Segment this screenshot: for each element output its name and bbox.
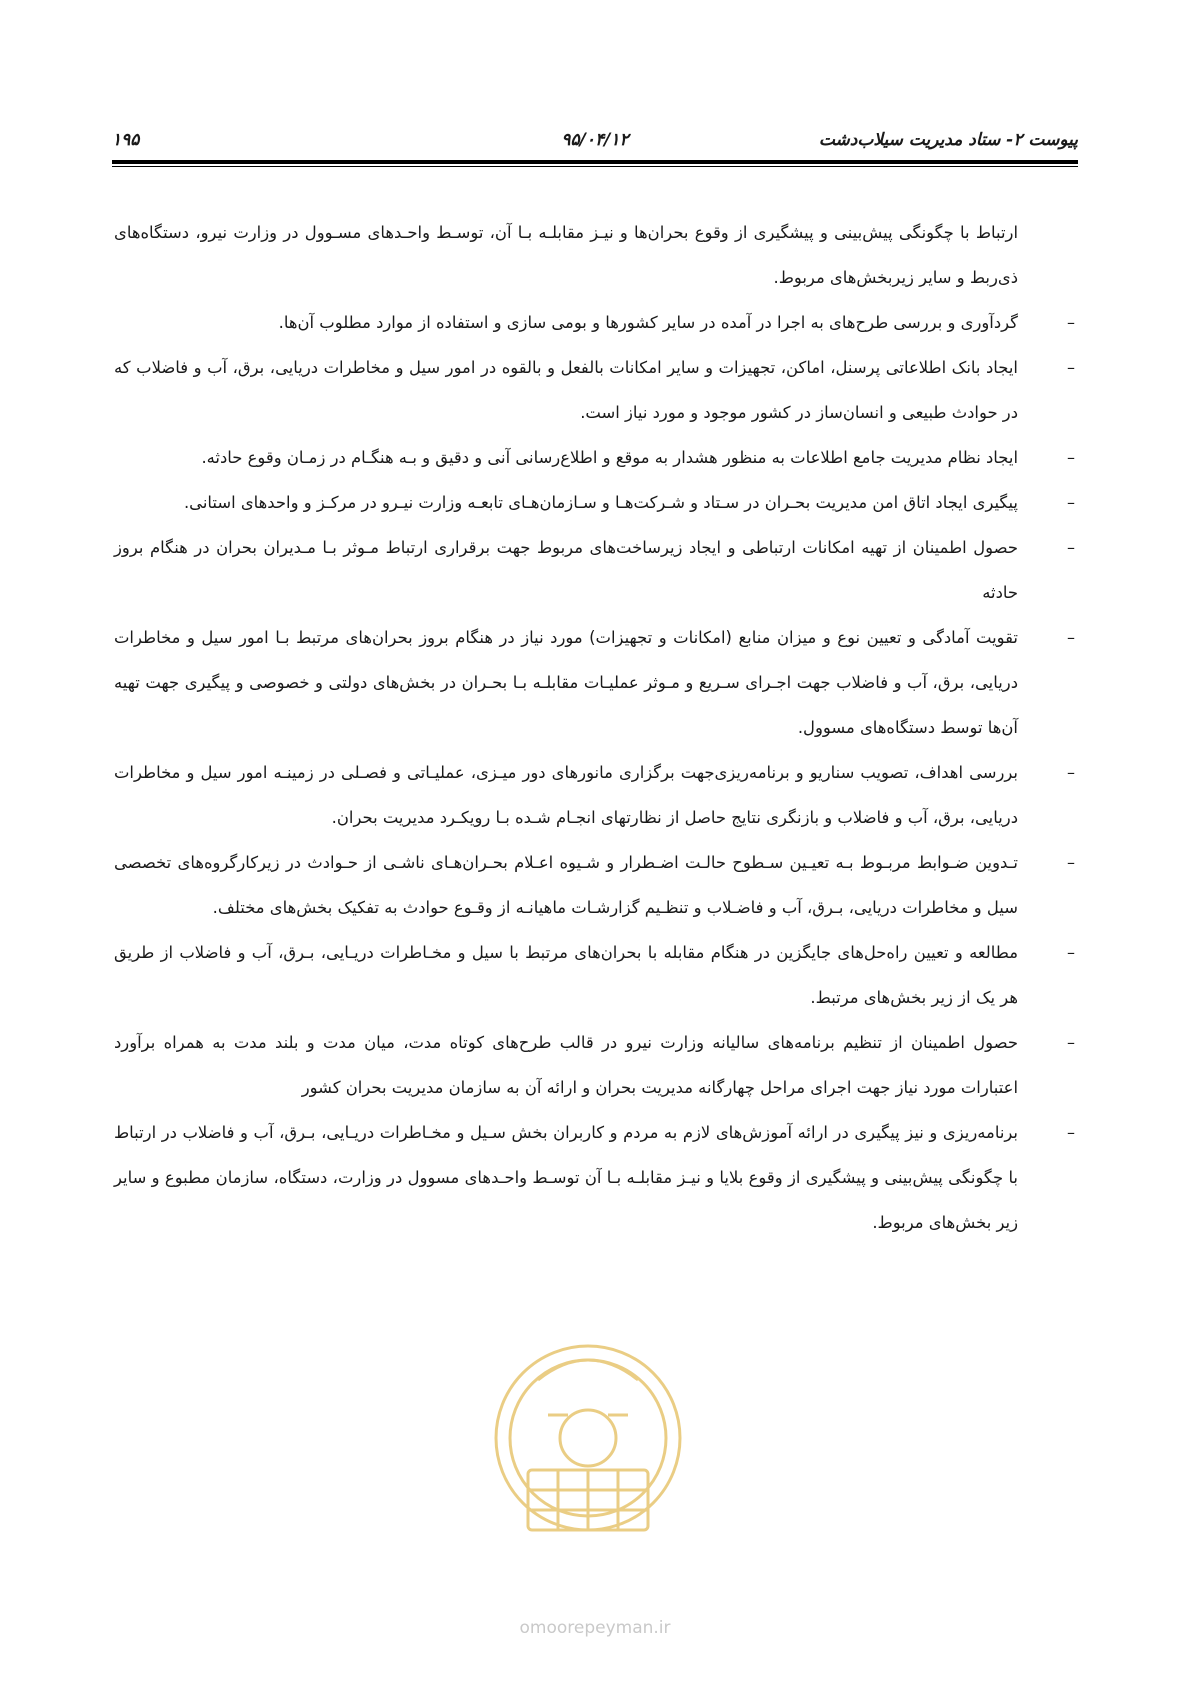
list-item-text: ایجاد بانک اطلاعاتی پرسنل، اماکن، تجهیزات و سایر امکانات بالفعل و بالقوه در امور سیل و مخاطرات دریایی، برق، آب و فاضلاب که در حوادث طبیعی و انسان‌ساز در کشور موجود و مورد نیاز است. (114, 358, 1018, 422)
dash-bullet: – (1067, 538, 1075, 557)
list-item-text: حصول اطمینان از تنظیم برنامه‌های سالیانه وزارت نیرو در قالب طرح‌های کوتاه مدت، میان مدت و بلند مدت به همراه برآورد اعتبارات مورد نیاز جهت اجرای مراحل چهارگانه مدیریت بحران و ارائه آن به سازمان مدیریت بحران کشور (114, 1033, 1018, 1097)
dash-bullet: – (1067, 358, 1075, 377)
list-item (114, 615, 1078, 750)
list-item (114, 1020, 1078, 1110)
list-item (114, 840, 1078, 930)
list-item-text: ایجاد نظام مدیریت جامع اطلاعات به منظور هشدار به موقع و اطلاع‌رسانی آنی و دقیق و بـه هنگـام در زمـان وقوع حادثه. (201, 448, 1018, 467)
list-item-text: بررسی اهداف، تصویب سناریو و برنامه‌ریزی‌جهت برگزاری مانورهای دور میـزی، عملیـاتی و فصـلی در زمینـه امور سیل و مخاطرات دریایی، برق، آب و فاضلاب و بازنگری نتایج حاصل از نظارتهای انجـام شـده بـا رویکـرد مدیریت بحران. (114, 763, 1018, 827)
list-item (114, 345, 1078, 435)
dash-bullet: – (1067, 493, 1075, 512)
list-item-text: تـدوین ضـوابط مربـوط بـه تعیـین سـطوح حالـت اضـطرار و شـیوه اعـلام بحـران‌هـای ناشـی از حـوادث در زیرکارگروه‌های تخصصی سیل و مخاطرات دریایی، بـرق، آب و فاضـلاب و تنظـیم گزارشـات ماهیانـه از وقـوع حوادث به تفکیک بخش‌های مختلف. (114, 853, 1018, 917)
list-item (114, 930, 1078, 1020)
document-body (114, 210, 1078, 1245)
list-item (114, 435, 1078, 480)
list-item (114, 525, 1078, 615)
list-item-text: مطالعه و تعیین راه‌حل‌های جایگزین در هنگام مقابله با بحران‌های مرتبط با سیل و مخـاطرات دریـایی، بـرق، آب و فاضلاب از طریق هر یک از زیر بخش‌های مرتبط. (114, 943, 1018, 1007)
dash-bullet: – (1067, 853, 1075, 872)
list-item-text: برنامه‌ریزی و نیز پیگیری در ارائه آموزش‌های لازم به مردم و کاربران بخش سـیل و مخـاطرات دریـایی، بـرق، آب و فاضلاب در ارتباط با چگونگی پیش‌بینی و پیشگیری از وقوع بلایا و نیـز مقابلـه بـا آن توسـط واحـدهای مسوول در وزارت، دستگاه، سازمان مطبوع و سایر زیر بخش‌های مربوط. (114, 1123, 1018, 1232)
header-rule-thin (112, 166, 1078, 167)
watermark-site-text: omoorepeyman.ir (519, 1618, 671, 1638)
dash-bullet: – (1067, 1123, 1075, 1142)
bullet-list (114, 300, 1078, 1245)
page-header (112, 126, 1078, 154)
list-item (114, 750, 1078, 840)
page-number: ۱۹۵ (112, 130, 140, 150)
header-rule-thick (112, 160, 1078, 164)
watermark-seal-icon (478, 1320, 698, 1570)
dash-bullet: – (1067, 313, 1075, 332)
intro-paragraph: ارتباط با چگونگی پیش‌بینی و پیشگیری از وقوع بحران‌ها و نیـز مقابلـه بـا آن، توسـط واحـدهای مسـوول در وزارت نیرو، دستگاه‌های ذی‌ربط و سایر زیربخش‌های مربوط. (114, 223, 1018, 287)
list-item-text: حصول اطمینان از تهیه امکانات ارتباطی و ایجاد زیرساخت‌های مربوط جهت برقراری ارتباط مـوثر بـا مـدیران بحران در هنگام بروز حادثه (114, 538, 1018, 602)
header-date: ۹۵/۰۴/۱۲ (561, 130, 629, 150)
dash-bullet: – (1067, 763, 1075, 782)
list-item-text: گردآوری و بررسی طرح‌های به اجرا در آمده در سایر کشورها و بومی سازی و استفاده از موارد مطلوب آن‌ها. (278, 313, 1018, 332)
dash-bullet: – (1067, 628, 1075, 647)
list-item-text: پیگیری ایجاد اتاق امن مدیریت بحـران در سـتاد و شـرکت‌هـا و سـازمان‌هـای تابعـه وزارت نیـرو در مرکـز و واحدهای استانی. (183, 493, 1018, 512)
list-item (114, 480, 1078, 525)
list-item-text: تقویت آمادگی و تعیین نوع و میزان منابع (امکانات و تجهیزات) مورد نیاز در هنگام بروز بحران‌های مرتبط بـا امور سیل و مخاطرات دریایی، برق، آب و فاضلاب جهت اجـرای سـریع و مـوثر عملیـات مقابلـه بـا بحـران در بخش‌های دولتی و خصوصی و پیگیری جهت تهیه آن‌ها توسط دستگاه‌های مسوول. (114, 628, 1018, 737)
dash-bullet: – (1067, 448, 1075, 467)
list-item (114, 300, 1078, 345)
dash-bullet: – (1067, 1033, 1075, 1052)
dash-bullet: – (1067, 943, 1075, 962)
header-title: پیوست ۲- ستاد مدیریت سیلاب‌دشت (818, 130, 1078, 150)
list-item (114, 1110, 1078, 1245)
